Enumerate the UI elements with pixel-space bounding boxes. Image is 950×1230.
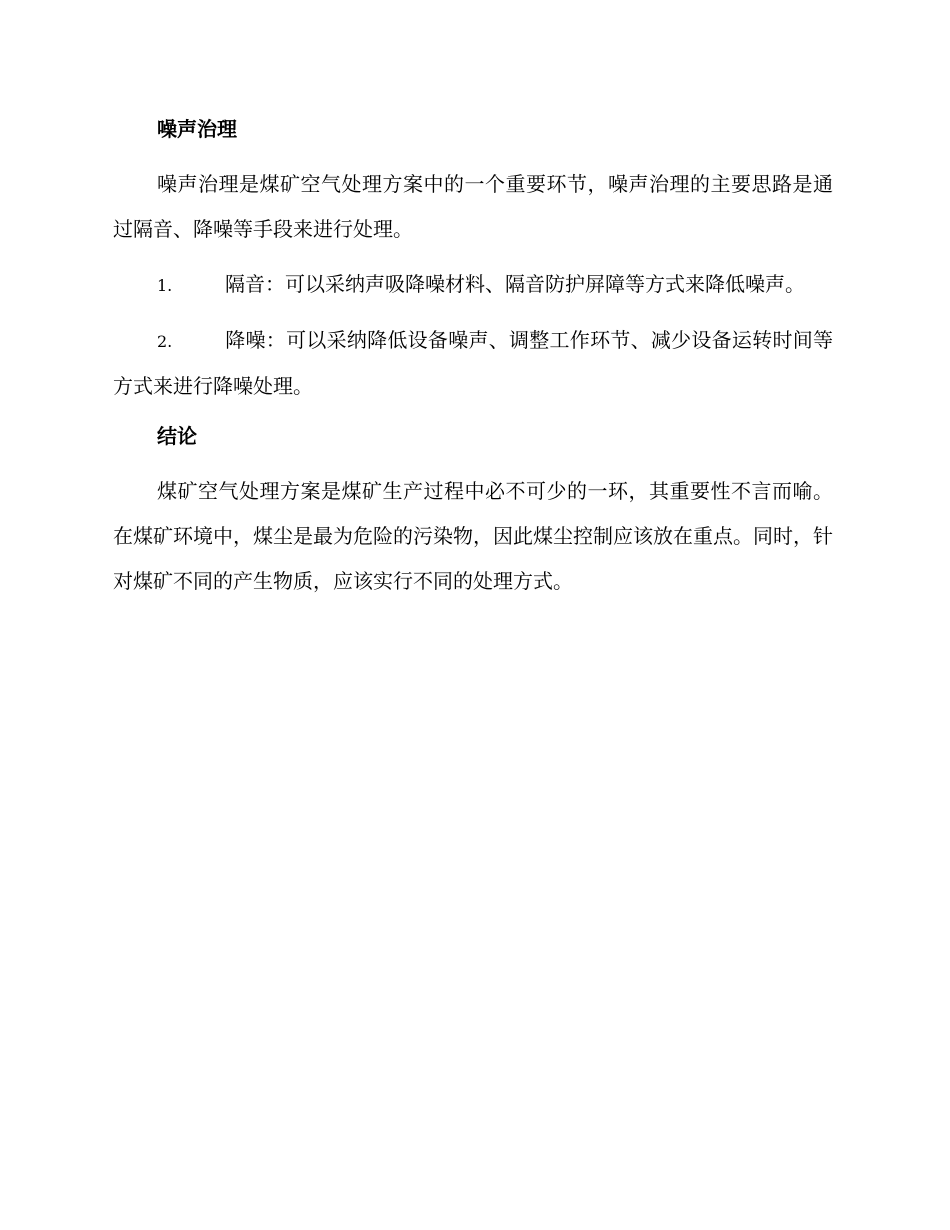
list-item-text: 隔音：可以采纳声吸降噪材料、隔音防护屏障等方式来降低噪声。 [225, 272, 805, 296]
list-item-sound-insulation [113, 262, 833, 308]
paragraph-conclusion: 煤矿空气处理方案是煤矿生产过程中必不可少的一环，其重要性不言而喻。在煤矿环境中，煤尘是最为危险的污染物，因此煤尘控制应该放在重点。同时，针对煤矿不同的产生物质，应该实行不同的处理方式。 [113, 479, 833, 593]
section-heading-conclusion: 结论 [157, 424, 197, 448]
section-heading-noise: 噪声治理 [157, 117, 237, 141]
paragraph-noise-intro: 噪声治理是煤矿空气处理方案中的一个重要环节，噪声治理的主要思路是通过隔音、降噪等手段来进行处理。 [113, 172, 833, 241]
list-number: 1. [157, 276, 173, 295]
list-item-text: 降噪：可以采纳降低设备噪声、调整工作环节、减少设备运转时间等方式来进行降噪处理。 [113, 328, 833, 398]
document-content [113, 112, 833, 614]
list-item-noise-reduction [113, 318, 833, 409]
list-number: 2. [157, 332, 173, 351]
